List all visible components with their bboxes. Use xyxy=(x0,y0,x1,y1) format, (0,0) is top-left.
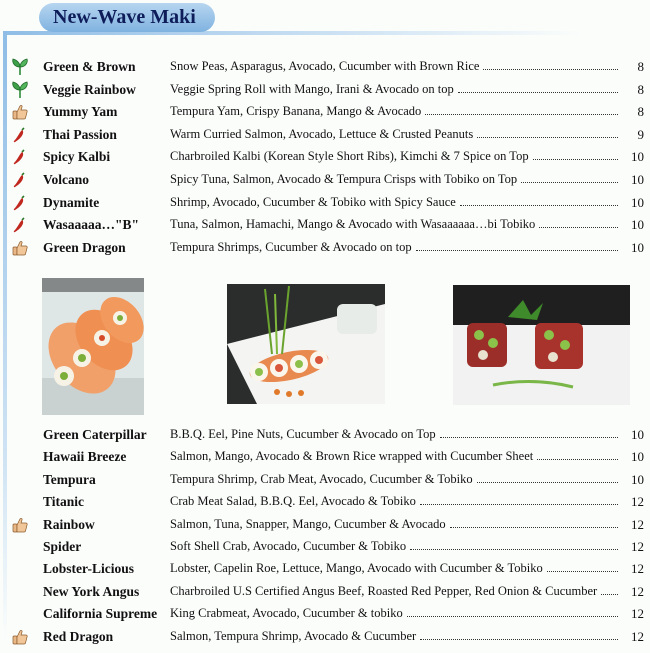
item-price: 8 xyxy=(637,59,644,74)
photo-salmon-roll xyxy=(42,278,144,415)
item-price: 8 xyxy=(637,104,644,120)
item-description-line xyxy=(170,427,622,442)
item-description-line xyxy=(170,629,622,644)
leader-dots xyxy=(521,182,618,183)
chili-pepper-icon xyxy=(11,171,29,189)
item-name: Volcano xyxy=(43,172,90,187)
item-price: 10 xyxy=(631,194,644,210)
item-name: Red Dragon xyxy=(43,628,114,644)
item-price: 12 xyxy=(631,583,644,599)
item-price: 10 xyxy=(631,427,644,442)
item-name: Titanic xyxy=(43,494,85,510)
item-name: California Supreme xyxy=(43,606,158,622)
item-description: B.B.Q. Eel, Pine Nuts, Cucumber & Avocado on Top xyxy=(170,427,436,441)
menu-item xyxy=(0,237,650,259)
photo-green-dragon-roll xyxy=(227,284,385,404)
item-name: Thai Passion xyxy=(43,126,117,142)
item-price: 12 xyxy=(631,561,644,577)
item-price: 10 xyxy=(631,149,644,165)
item-price: 9 xyxy=(637,126,644,142)
menu-item xyxy=(0,536,650,558)
veggie-leaf-icon xyxy=(11,81,29,99)
item-name: Veggie Rainbow xyxy=(43,81,136,97)
menu-item xyxy=(0,514,650,536)
item-price: 12 xyxy=(631,628,644,644)
leader-dots xyxy=(547,571,618,572)
item-price: 10 xyxy=(631,449,644,465)
thumbs-up-icon xyxy=(11,103,29,121)
leader-dots xyxy=(601,594,618,595)
item-description-line xyxy=(170,82,622,97)
item-description: Snow Peas, Asparagus, Avocado, Cucumber with Brown Rice xyxy=(170,59,480,73)
item-name: Spicy Kalbi xyxy=(43,149,111,165)
item-description-line xyxy=(170,217,622,232)
leader-dots xyxy=(440,437,618,438)
item-description: Shrimp, Avocado, Cucumber & Tobiko with Spicy Sauce xyxy=(170,194,456,209)
item-price: 12 xyxy=(631,516,644,532)
menu-item xyxy=(0,491,650,513)
item-price: 12 xyxy=(631,606,644,622)
item-name: Yummy Yam xyxy=(43,104,118,120)
item-description: Tempura Yam, Crispy Banana, Mango & Avocado xyxy=(170,104,422,119)
menu-item xyxy=(0,626,650,648)
item-name: Lobster-Licious xyxy=(43,561,134,577)
item-name: Hawaii Breeze xyxy=(43,449,127,465)
veggie-leaf-icon xyxy=(11,58,29,76)
item-description-line xyxy=(170,59,622,74)
item-price: 10 xyxy=(631,239,644,255)
item-name: Rainbow xyxy=(43,516,95,532)
menu-item xyxy=(0,56,650,78)
item-name: Spider xyxy=(43,539,82,554)
item-description-line xyxy=(170,127,622,142)
leader-dots xyxy=(460,205,618,206)
menu-item xyxy=(0,469,650,491)
menu-item xyxy=(0,214,650,236)
item-description-line xyxy=(170,494,622,509)
menu-item xyxy=(0,79,650,101)
item-name: Green Dragon xyxy=(43,239,126,255)
menu-item xyxy=(0,446,650,468)
leader-dots xyxy=(483,69,618,70)
item-description: Tuna, Salmon, Hamachi, Mango & Avocado with Wasaaaaaa…bi Tobiko xyxy=(170,217,536,232)
chili-pepper-icon xyxy=(11,126,29,144)
item-description-line xyxy=(170,472,622,487)
item-description-line xyxy=(170,517,622,532)
thumbs-up-icon xyxy=(11,239,29,257)
item-description: Tempura Shrimp, Crab Meat, Avocado, Cucumber & Tobiko xyxy=(170,471,473,486)
leader-dots xyxy=(537,459,618,460)
menu-item xyxy=(0,603,650,625)
chili-pepper-icon xyxy=(11,194,29,212)
item-price: 12 xyxy=(631,494,644,510)
item-description: Soft Shell Crab, Avocado, Cucumber & Tobiko xyxy=(170,539,407,553)
chili-pepper-icon xyxy=(11,216,29,234)
item-description-line xyxy=(170,240,622,255)
item-name: Wasaaaaa…"B" xyxy=(43,217,140,233)
item-description-line xyxy=(170,104,622,119)
item-price: 8 xyxy=(637,81,644,97)
item-description-line xyxy=(170,449,622,464)
section-title: New-Wave Maki xyxy=(39,3,215,32)
item-description-line xyxy=(170,195,622,210)
leader-dots xyxy=(533,159,618,160)
item-name: Tempura xyxy=(43,471,96,487)
item-description-line xyxy=(170,149,622,164)
menu-item xyxy=(0,424,650,446)
item-description: Tempura Shrimps, Cucumber & Avocado on top xyxy=(170,239,412,254)
item-price: 10 xyxy=(631,172,644,187)
item-description: Charbroiled U.S Certified Angus Beef, Roasted Red Pepper, Red Onion & Cucumber xyxy=(170,583,598,598)
item-name: New York Angus xyxy=(43,583,140,599)
item-description: Crab Meat Salad, B.B.Q. Eel, Avocado & Tobiko xyxy=(170,494,416,509)
item-description-line xyxy=(170,584,622,599)
leader-dots xyxy=(420,504,618,505)
leader-dots xyxy=(450,527,618,528)
item-description: Salmon, Tuna, Snapper, Mango, Cucumber & Avocado xyxy=(170,516,446,531)
section-header xyxy=(39,3,215,32)
leader-dots xyxy=(477,137,618,138)
menu-item xyxy=(0,192,650,214)
item-description: Lobster, Capelin Roe, Lettuce, Mango, Avocado with Cucumber & Tobiko xyxy=(170,561,543,576)
menu-item xyxy=(0,146,650,168)
menu-item xyxy=(0,581,650,603)
leader-dots xyxy=(425,114,618,115)
chili-pepper-icon xyxy=(11,148,29,166)
item-description: Veggie Spring Roll with Mango, Irani & Avocado on top xyxy=(170,81,454,96)
leader-dots xyxy=(477,482,618,483)
item-description: Spicy Tuna, Salmon, Avocado & Tempura Crisps with Tobiko on Top xyxy=(170,172,518,186)
item-description-line xyxy=(170,172,622,187)
item-description-line xyxy=(170,539,622,554)
photo-red-maki-roll xyxy=(453,285,630,405)
leader-dots xyxy=(458,92,618,93)
leader-dots xyxy=(539,227,618,228)
leader-dots xyxy=(416,250,618,251)
item-price: 12 xyxy=(631,539,644,554)
item-description-line xyxy=(170,606,622,621)
thumbs-up-icon xyxy=(11,628,29,646)
item-description-line xyxy=(170,561,622,576)
item-name: Green Caterpillar xyxy=(43,427,147,442)
thumbs-up-icon xyxy=(11,516,29,534)
item-name: Green & Brown xyxy=(43,59,136,74)
leader-dots xyxy=(410,549,618,550)
item-description: Salmon, Mango, Avocado & Brown Rice wrapped with Cucumber Sheet xyxy=(170,449,534,464)
menu-item xyxy=(0,169,650,191)
item-description: King Crabmeat, Avocado, Cucumber & tobiko xyxy=(170,606,403,621)
menu-item xyxy=(0,101,650,123)
item-price: 10 xyxy=(631,217,644,233)
menu-item xyxy=(0,558,650,580)
item-name: Dynamite xyxy=(43,194,100,210)
item-description: Warm Curried Salmon, Avocado, Lettuce & Crusted Peanuts xyxy=(170,126,474,141)
item-description: Salmon, Tempura Shrimp, Avocado & Cucumber xyxy=(170,628,417,643)
leader-dots xyxy=(420,639,618,640)
menu-item xyxy=(0,124,650,146)
item-price: 10 xyxy=(631,471,644,487)
item-description: Charbroiled Kalbi (Korean Style Short Ribs), Kimchi & 7 Spice on Top xyxy=(170,149,529,164)
leader-dots xyxy=(407,616,618,617)
